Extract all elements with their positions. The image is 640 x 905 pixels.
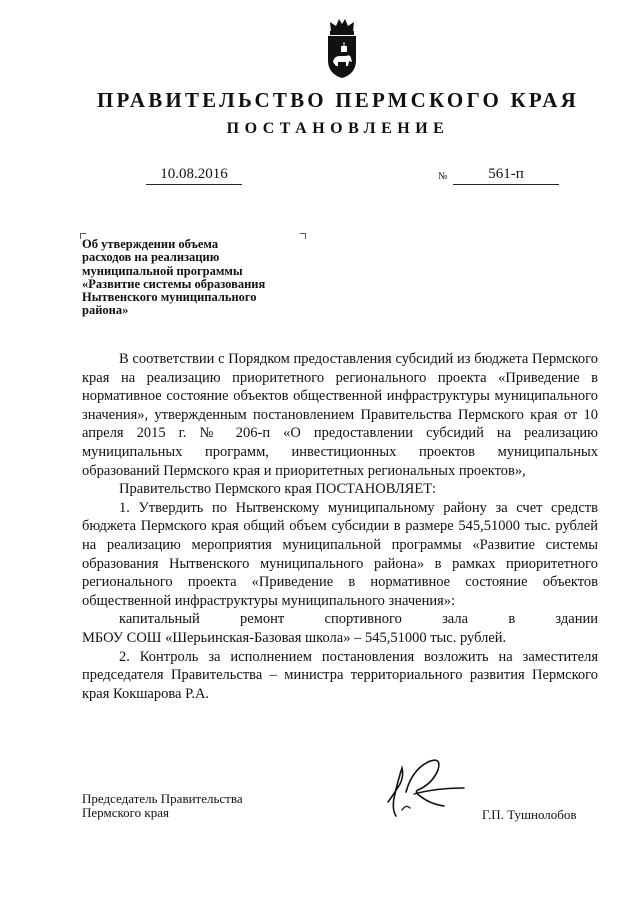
government-title: ПРАВИТЕЛЬСТВО ПЕРМСКОГО КРАЯ [96, 88, 579, 112]
subject-line: района» [82, 303, 129, 318]
signer-name: Г.П. Тушнолобов [482, 807, 577, 822]
subject-line: расходов на реализацию [82, 250, 220, 265]
document-body [82, 350, 598, 703]
signer-position [82, 792, 243, 820]
preamble-paragraph: В соответствии с Порядком предоставления субсидий из бюджета Пермского края на реализацию приоритетного регионального проекта «Приведение в нормативное состояние объектов общественной инфраструктуры муниципального значения», утвержденным постановлением Правительства Пермского края от 10 апреля 2015 г. № 206-п «О предоставлении субсидий на реализацию муниципальных программ, инвестиционных проектов муниципальных образований Пермского края и приоритетных региональных проектов», [82, 351, 598, 479]
perm-krai-coat-of-arms-icon [322, 16, 362, 80]
handwritten-signature-image [384, 750, 466, 826]
document-subject [82, 238, 342, 318]
subject-line: Нытвенского муниципального [82, 290, 257, 305]
subject-line: Об утверждении объема [82, 237, 219, 251]
item-1-subitem-line-1: капитальный ремонт спортивного зала в здании [119, 611, 598, 628]
number-sign: № [438, 171, 448, 182]
document-type: ПОСТАНОВЛЕНИЕ [226, 120, 450, 137]
item-1-paragraph: 1. Утвердить по Нытвенскому муниципальному району за счет средств бюджета Пермского края общий объем субсидии в размере 545,51000 тыс. рублей на реализацию мероприятия муниципальной программы «Развитие системы образования Нытвенского муниципального района» в рамках приоритетного регионального проекта «Приведение в нормативное состояние объектов общественной инфраструктуры муниципального значения»: [82, 499, 598, 609]
item-2-paragraph: 2. Контроль за исполнением постановления возложить на заместителя председателя Правительства – министра территориального развития Пермского края Кокшарова Р.А. [82, 648, 598, 702]
item-1-subitem-line-2: МБОУ СОШ «Шерьинская-Базовая школа» – 545,51000 тыс. рублей. [82, 629, 507, 646]
document-number: 561-п [453, 166, 559, 185]
subject-line: «Развитие системы образования [82, 276, 266, 291]
signer-position-line: Пермского края [82, 805, 169, 820]
subject-line: муниципальной программы [82, 263, 243, 278]
resolution-line: Правительство Пермского края ПОСТАНОВЛЯЕТ: [119, 481, 437, 498]
signer-position-line: Председатель Правительства [82, 791, 243, 806]
document-date: 10.08.2016 [146, 166, 242, 185]
